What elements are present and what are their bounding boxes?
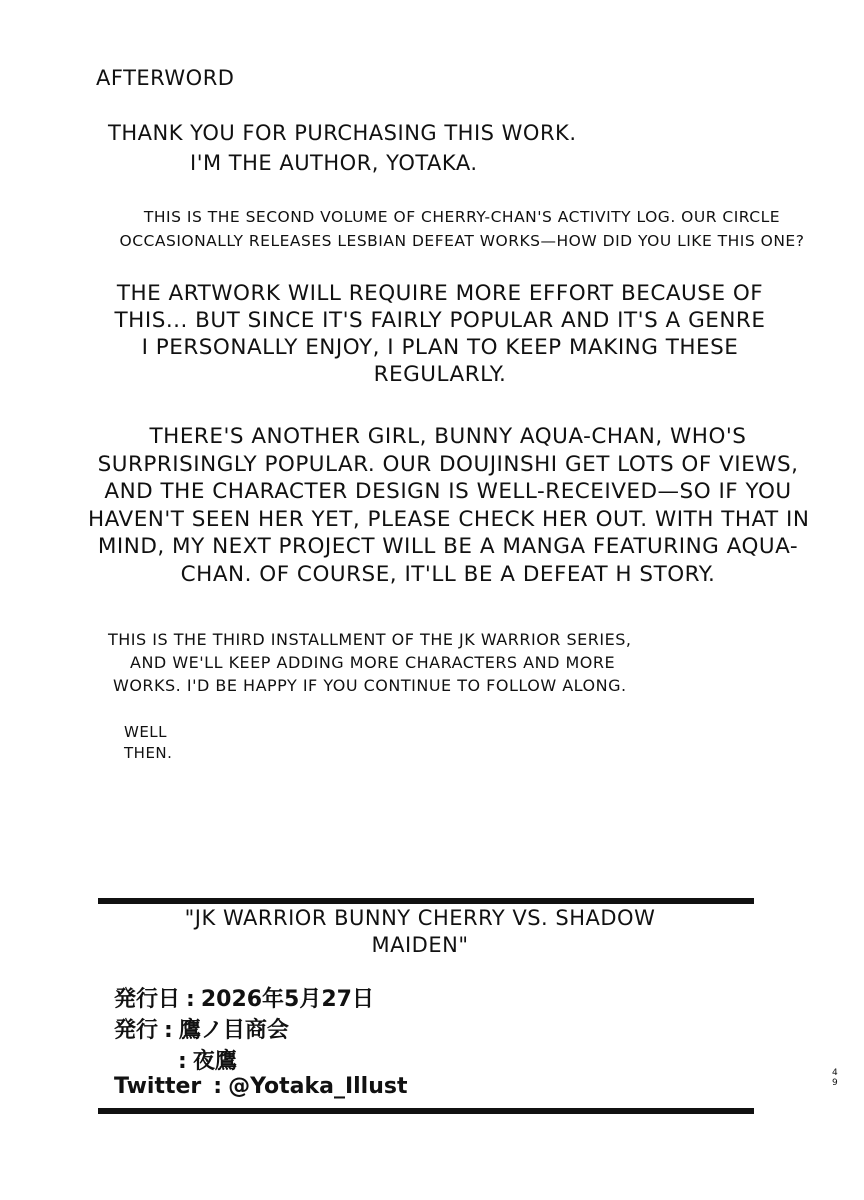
text-line: HAVEN'T SEEN HER YET, PLEASE CHECK HER OUT. WITH THAT IN	[88, 506, 810, 532]
closing-remark	[124, 722, 172, 764]
publisher-value: 鷹ノ目商会	[178, 1018, 289, 1043]
author-intro-line: I'M THE AUTHOR, YOTAKA.	[190, 151, 478, 175]
colophon-author	[172, 1044, 237, 1075]
text-line: THEN.	[124, 744, 173, 762]
colophon-top-rule	[98, 898, 754, 904]
paragraph-artwork-effort	[100, 280, 780, 388]
text-line: WORKS. I'D BE HAPPY IF YOU CONTINUE TO FOLLOW ALONG.	[113, 676, 627, 695]
text-line: OCCASIONALLY RELEASES LESBIAN DEFEAT WORKS—HOW DID YOU LIKE THIS ONE?	[119, 232, 805, 250]
text-line: AND THE CHARACTER DESIGN IS WELL-RECEIVED—SO IF YOU	[104, 479, 792, 504]
paragraph-volume-info	[92, 205, 832, 253]
paragraph-next-project	[88, 423, 808, 588]
afterword-heading: AFTERWORD	[96, 66, 235, 90]
text-line: THIS IS THE SECOND VOLUME OF CHERRY-CHAN'S ACTIVITY LOG. OUR CIRCLE	[143, 208, 781, 226]
separator: :	[186, 987, 195, 1012]
text-line: MAIDEN"	[371, 933, 469, 957]
text-line: WELL	[124, 723, 168, 741]
thanks-line: THANK YOU FOR PURCHASING THIS WORK.	[108, 121, 577, 145]
date-label: 発行日	[114, 987, 181, 1012]
author-value: 夜鷹	[192, 1049, 237, 1074]
text-line: AND WE'LL KEEP ADDING MORE CHARACTERS AND MORE	[130, 653, 616, 672]
text-line: SURPRISINGLY POPULAR. OUR DOUJINSHI GET LOTS OF VIEWS,	[97, 451, 799, 477]
text-line: CHAN. OF COURSE, IT'LL BE A DEFEAT H STORY.	[180, 561, 716, 587]
text-line: MIND, MY NEXT PROJECT WILL BE A MANGA FEATURING AQUA-	[97, 534, 799, 559]
page-number-digit: 9	[832, 1078, 838, 1088]
text-line: THERE'S ANOTHER GIRL, BUNNY AQUA-CHAN, WHO'S	[149, 424, 747, 449]
text-line: THE ARTWORK WILL REQUIRE MORE EFFORT BECAUSE OF	[116, 281, 764, 306]
page-number-digit: 4	[832, 1068, 838, 1078]
text-line: THIS... BUT SINCE IT'S FAIRLY POPULAR AND IT'S A GENRE	[114, 308, 766, 333]
text-line: REGULARLY.	[373, 362, 507, 387]
separator: :	[213, 1074, 223, 1099]
text-line: I PERSONALLY ENJOY, I PLAN TO KEEP MAKING THESE	[141, 335, 739, 360]
twitter-handle: @Yotaka_Illust	[228, 1074, 408, 1099]
publisher-label: 発行	[114, 1018, 159, 1043]
colophon-twitter	[114, 1074, 407, 1099]
colophon-publisher	[114, 1013, 289, 1044]
text-line: THIS IS THE THIRD INSTALLMENT OF THE JK WARRIOR SERIES,	[108, 630, 632, 649]
thanks-message	[60, 118, 620, 178]
page-number	[832, 1068, 838, 1088]
book-title	[120, 905, 720, 959]
colophon-bottom-rule	[98, 1108, 754, 1114]
text-line: "JK WARRIOR BUNNY CHERRY VS. SHADOW	[184, 906, 656, 930]
separator: :	[164, 1018, 173, 1043]
twitter-label: Twitter	[114, 1074, 202, 1099]
paragraph-series-info	[108, 628, 631, 697]
colophon-date	[114, 982, 374, 1013]
separator: :	[178, 1049, 187, 1074]
date-value: 2026年5月27日	[200, 987, 374, 1012]
